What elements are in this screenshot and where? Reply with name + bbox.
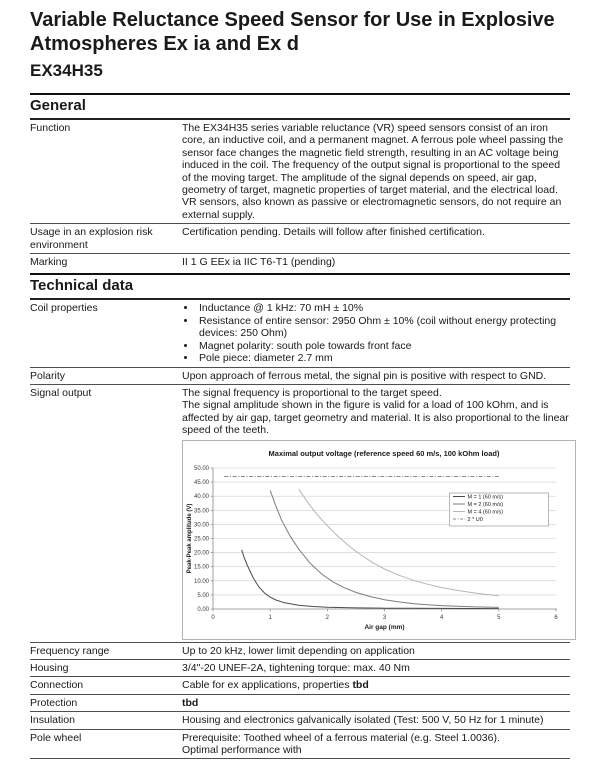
spec-label: Usage in an explosion risk environment — [30, 226, 153, 251]
spec-row-pole-wheel — [30, 730, 570, 760]
spec-value: Upon approach of ferrous metal, the signal pin is positive with respect to GND. — [182, 369, 547, 382]
spec-value: Housing and electronics galvanically isolated (Test: 500 V, 50 Hz for 1 minute) — [182, 714, 544, 727]
spec-value — [182, 387, 576, 640]
spec-row-connection — [30, 677, 570, 694]
spec-label: Polarity — [30, 369, 66, 382]
x-tick-label: 0 — [211, 614, 215, 621]
spec-value — [182, 302, 570, 364]
spec-label: Frequency range — [30, 644, 110, 657]
spec-label: Protection — [30, 696, 78, 709]
x-tick-label: 6 — [554, 614, 558, 621]
legend-item-label: 2 * U0 — [467, 516, 483, 523]
x-tick-label: 5 — [497, 614, 501, 621]
output-voltage-chart — [182, 440, 576, 640]
spec-label: Insulation — [30, 714, 75, 727]
spec-value: Certification pending. Details will follow after finished certification. — [182, 226, 485, 239]
y-tick-label: 25.00 — [193, 536, 209, 543]
spec-label: Marking — [30, 256, 68, 269]
spec-value: The EX34H35 series variable reluctance (VR) speed sensors consist of an iron core, an inductive coil, and a permanent magnet. A ferrous pole wheel passing the sensor face changes the magnetic field strength, resulting in an AC voltage being induced in the coil. The frequency of the output signal is proportional to the speed of the moving target. The amplitude of the signal depends on speed, air gap, geometry of target, magnetic properties of target material, and the electrical load. VR sensors, also known as passive or electromagnetic sensors, do not require an external supply. — [182, 122, 564, 221]
legend-item-label: M = 2 (60 m/s) — [467, 501, 504, 508]
bullet-item: • Pole piece: diameter 2.7 mm — [197, 352, 570, 364]
signal-output-text-1: The signal frequency is proportional to the target speed. — [182, 386, 442, 399]
spec-row-frequency-range — [30, 643, 570, 660]
y-tick-label: 35.00 — [193, 507, 209, 514]
chart-curve-1 — [242, 549, 499, 608]
pole-wheel-text-1: Prerequisite: Toothed wheel of a ferrous material (e.g. Steel 1.0036). — [182, 731, 500, 744]
signal-chart-svg — [183, 441, 575, 639]
x-tick-label: 4 — [439, 614, 444, 621]
connection-text: Cable for ex applications, properties — [182, 679, 353, 692]
spec-label: Coil properties — [30, 302, 98, 315]
chart-title: Maximal output voltage (reference speed 60 m/s, 100 kOhm load) — [268, 448, 500, 458]
y-tick-label: 50.00 — [193, 465, 209, 472]
spec-value: 3/4"-20 UNEF-2A, tightening torque: max. 40 Nm — [182, 661, 410, 674]
spec-row-housing — [30, 660, 570, 677]
page-title — [30, 8, 570, 56]
spec-value — [182, 732, 570, 757]
pole-wheel-text-2: Optimal performance with — [182, 743, 302, 756]
spec-label: Housing — [30, 661, 69, 674]
spec-row-coil-properties — [30, 300, 570, 367]
y-tick-label: 0.00 — [197, 606, 209, 613]
x-tick-label: 3 — [382, 614, 387, 621]
page-title-line1: Variable Reluctance Speed Sensor for Use in Explosive — [30, 9, 555, 31]
spec-row-marking — [30, 254, 570, 270]
bullet-item: • Inductance @ 1 kHz: 70 mH ± 10% — [197, 302, 570, 314]
page-title-line2: Atmospheres Ex ia and Ex d — [30, 33, 299, 55]
bullet-item: • Resistance of entire sensor: 2950 Ohm ± 10% (coil without energy protecting devices: 250 Ohm) — [197, 315, 570, 340]
spec-label: Signal output — [30, 386, 92, 399]
spec-label: Connection — [30, 679, 84, 692]
y-tick-label: 10.00 — [193, 578, 209, 585]
y-tick-label: 5.00 — [197, 592, 209, 599]
spec-value: Up to 20 kHz, lower limit depending on application — [182, 644, 415, 657]
y-tick-label: 15.00 — [193, 564, 209, 571]
spec-row-insulation — [30, 712, 570, 729]
spec-row-usage — [30, 224, 570, 254]
y-tick-label: 30.00 — [193, 521, 209, 528]
connection-tbd: tbd — [352, 679, 369, 692]
signal-output-text-2: The signal amplitude shown in the figure is valid for a load of 100 kOhm, and is affected by air gap, target geometry and material. It is also proportional to the linear speed of the teeth. — [182, 399, 569, 437]
legend-item-label: M = 1 (60 m/s) — [467, 494, 504, 501]
x-axis-label: Air gap (mm) — [364, 623, 405, 631]
y-tick-label: 40.00 — [193, 493, 209, 500]
y-axis-label: Peak-Peak amplitude (V) — [187, 503, 193, 573]
spec-label: Function — [30, 122, 71, 134]
y-tick-label: 20.00 — [193, 550, 209, 557]
spec-value: II 1 G EEx ia IIC T6-T1 (pending) — [182, 256, 336, 269]
coil-bullet-list — [182, 302, 570, 364]
section-heading-general: General — [30, 93, 570, 120]
spec-value — [182, 679, 570, 691]
spec-label: Pole wheel — [30, 731, 82, 744]
x-tick-label: 2 — [325, 614, 330, 621]
spec-row-function — [30, 120, 570, 224]
spec-row-signal-output — [30, 385, 570, 643]
model-number: EX34H35 — [30, 61, 103, 80]
bullet-item: • Magnet polarity: south pole towards front face — [197, 340, 570, 352]
legend-item-label: M = 4 (60 m/s) — [467, 509, 504, 516]
spec-row-protection — [30, 695, 570, 712]
section-heading-technical-data: Technical data — [30, 273, 570, 300]
x-tick-label: 1 — [268, 614, 272, 621]
spec-row-polarity — [30, 368, 570, 385]
y-tick-label: 45.00 — [193, 479, 209, 486]
spec-value: tbd — [182, 696, 199, 709]
